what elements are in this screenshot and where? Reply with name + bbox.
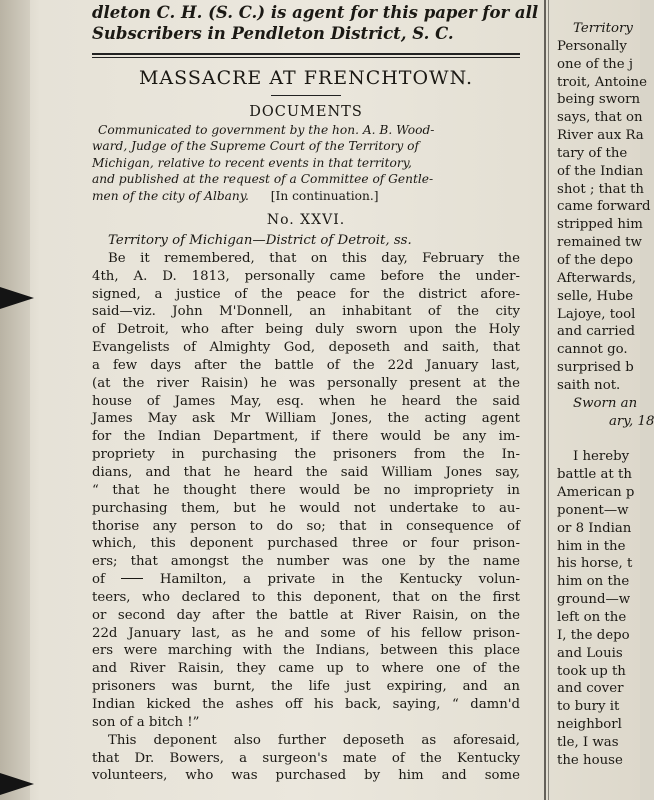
right-column-line: I hereby bbox=[573, 449, 630, 465]
right-column-line: and cover bbox=[557, 681, 624, 697]
right-column-line: shot ; that th bbox=[557, 181, 644, 197]
communication-line: Michigan, relative to recent events in that territory, bbox=[92, 155, 412, 170]
continuation-note: [In continuation.] bbox=[270, 188, 379, 203]
right-column-line: him in the bbox=[557, 538, 626, 554]
body-line: which, this deponent purchased three or four prison- bbox=[92, 536, 520, 552]
article-body bbox=[92, 232, 520, 785]
body-line: thorise any person to do so; that in consequence of bbox=[92, 518, 520, 534]
body-line: 4th, A. D. 1813, personally came before the under- bbox=[92, 268, 520, 284]
body-line: purchasing them, but he would not undertake to au- bbox=[92, 500, 520, 516]
right-column-line: and carried bbox=[557, 324, 635, 340]
line-gap bbox=[557, 430, 640, 448]
body-line: “ that he thought there would be no impropriety in bbox=[92, 482, 520, 498]
body-line: for the Indian Department, if there would be any im- bbox=[92, 429, 520, 445]
right-column-line: Personally bbox=[557, 38, 627, 54]
body-line-rest: Hamilton, a private in the Kentucky volun- bbox=[159, 572, 520, 588]
body-line bbox=[92, 571, 520, 589]
notice-line: dleton C. H. (S. C.) is agent for this paper for all bbox=[92, 3, 539, 22]
right-column-line: or 8 Indian bbox=[557, 520, 632, 536]
right-column-line: American p bbox=[557, 485, 635, 501]
right-column-line: his horse, t bbox=[557, 556, 633, 572]
right-column-line: being sworn bbox=[557, 92, 641, 108]
right-column-line: ground—w bbox=[557, 592, 631, 608]
body-line: said—viz. John M'Donnell, an inhabitant of the city bbox=[92, 304, 520, 320]
divider bbox=[92, 53, 520, 55]
body-line: house of James May, esq. when he heard the said bbox=[92, 393, 520, 409]
right-column-line: Sworn an bbox=[573, 395, 638, 411]
body-line: ers were marching with the Indians, between this place bbox=[92, 643, 520, 659]
right-column-line: ponent—w bbox=[557, 502, 629, 518]
body-line: 22d January last, as he and some of his fellow prison- bbox=[92, 625, 520, 641]
venue-line: Territory of Michigan—District of Detroit, ss. bbox=[108, 233, 412, 249]
body-line: signed, a justice of the peace for the district afore- bbox=[92, 286, 520, 302]
page-binding-edge bbox=[0, 0, 30, 800]
right-column-line: remained tw bbox=[557, 235, 642, 251]
document-number: No. XXVI. bbox=[266, 212, 346, 229]
body-line: volunteers, who was purchased by him and some bbox=[92, 768, 520, 784]
communication-line: Communicated to government by the hon. A. B. Wood- bbox=[98, 123, 435, 137]
body-line: dians, and that he heard the said William Jones say, bbox=[92, 465, 520, 480]
right-column-line: cannot go. bbox=[557, 342, 628, 358]
column-rule bbox=[544, 0, 546, 800]
body-line: a few days after the battle of the 22d January last, bbox=[92, 357, 520, 373]
right-column-text bbox=[557, 20, 654, 770]
column-rule bbox=[548, 0, 549, 800]
right-column-line: left on the bbox=[557, 610, 627, 625]
right-column-line: selle, Hube bbox=[557, 288, 634, 304]
right-column-line: tary of the bbox=[557, 145, 628, 161]
body-line: James May ask Mr William Jones, the acting agent bbox=[92, 411, 520, 427]
body-line: This deponent also further deposeth as aforesaid, bbox=[108, 732, 520, 748]
right-column-line: neighborl bbox=[557, 717, 622, 733]
right-column-line: troit, Antoine bbox=[557, 74, 647, 90]
right-column-line: ary, 18 bbox=[609, 413, 654, 429]
right-column-line: tle, I was bbox=[557, 734, 619, 750]
communication-line-end: men of the city of Albany. bbox=[92, 188, 249, 203]
communication-line: ward, Judge of the Supreme Court of the Territory of bbox=[92, 139, 420, 154]
divider bbox=[271, 95, 341, 96]
body-line: of Detroit, who after being duly sworn upon the Holy bbox=[92, 322, 520, 338]
right-column-line: him on the bbox=[557, 574, 630, 590]
name-dash bbox=[121, 578, 143, 579]
body-line: propriety in purchasing the prisoners from the In- bbox=[92, 447, 520, 463]
right-column-line: to bury it bbox=[557, 699, 620, 715]
body-line: Be it remembered, that on this day, February the bbox=[108, 250, 520, 266]
body-line: teers, who declared to this deponent, that on the first bbox=[92, 589, 520, 605]
body-line: son of a bitch !” bbox=[92, 714, 200, 730]
body-line: or second day after the battle at River Raisin, on the bbox=[92, 607, 520, 623]
right-column-line: River aux Ra bbox=[557, 128, 644, 144]
article-headline: MASSACRE AT FRENCHTOWN. bbox=[138, 67, 474, 89]
right-column-line: surprised b bbox=[557, 360, 634, 376]
right-column-line: says, that on bbox=[557, 110, 643, 126]
right-column-line: took up th bbox=[557, 663, 626, 679]
communication-line: and published at the request of a Committee of Gentle- bbox=[92, 172, 434, 187]
main-column bbox=[92, 0, 539, 800]
body-line: ers; that amongst the number was one by the name bbox=[92, 554, 520, 570]
right-column-line: Territory bbox=[573, 21, 633, 36]
body-line: and River Raisin, they came up to where one of the bbox=[92, 661, 520, 677]
notice-line: Subscribers in Pendleton District, S. C. bbox=[92, 24, 454, 43]
agent-notice bbox=[92, 2, 539, 44]
body-line: prisoners was burnt, the life just expiring, and an bbox=[92, 679, 520, 695]
right-column-line: the house bbox=[557, 752, 623, 768]
body-line: Evangelists of Almighty God, deposeth and saith, that bbox=[92, 340, 520, 356]
divider bbox=[92, 57, 520, 58]
right-column-line: of the depo bbox=[557, 252, 634, 268]
communication-note bbox=[92, 122, 520, 204]
right-column-line: saith not. bbox=[557, 377, 621, 393]
body-line-start: of bbox=[92, 572, 105, 588]
right-column-line: came forward bbox=[557, 199, 651, 215]
right-column-line: of the Indian bbox=[557, 163, 644, 179]
right-column-line: Lajoye, tool bbox=[557, 306, 636, 322]
right-column bbox=[557, 0, 654, 800]
right-column-line: battle at th bbox=[557, 467, 632, 483]
right-column-line: I, the depo bbox=[557, 627, 630, 643]
body-line: (at the river Raisin) he was personally present at the bbox=[92, 375, 520, 391]
article-subhead: DOCUMENTS bbox=[249, 104, 363, 120]
right-column-line: one of the j bbox=[557, 56, 633, 72]
right-column-line: and Louis bbox=[557, 645, 623, 661]
communication-line bbox=[92, 188, 520, 204]
right-column-line: Afterwards, bbox=[557, 270, 637, 286]
body-line: Indian kicked the ashes off his back, saying, “ damn'd bbox=[92, 696, 520, 712]
body-line: that Dr. Bowers, a surgeon's mate of the Kentucky bbox=[92, 750, 520, 766]
right-column-line: stripped him bbox=[557, 217, 643, 233]
